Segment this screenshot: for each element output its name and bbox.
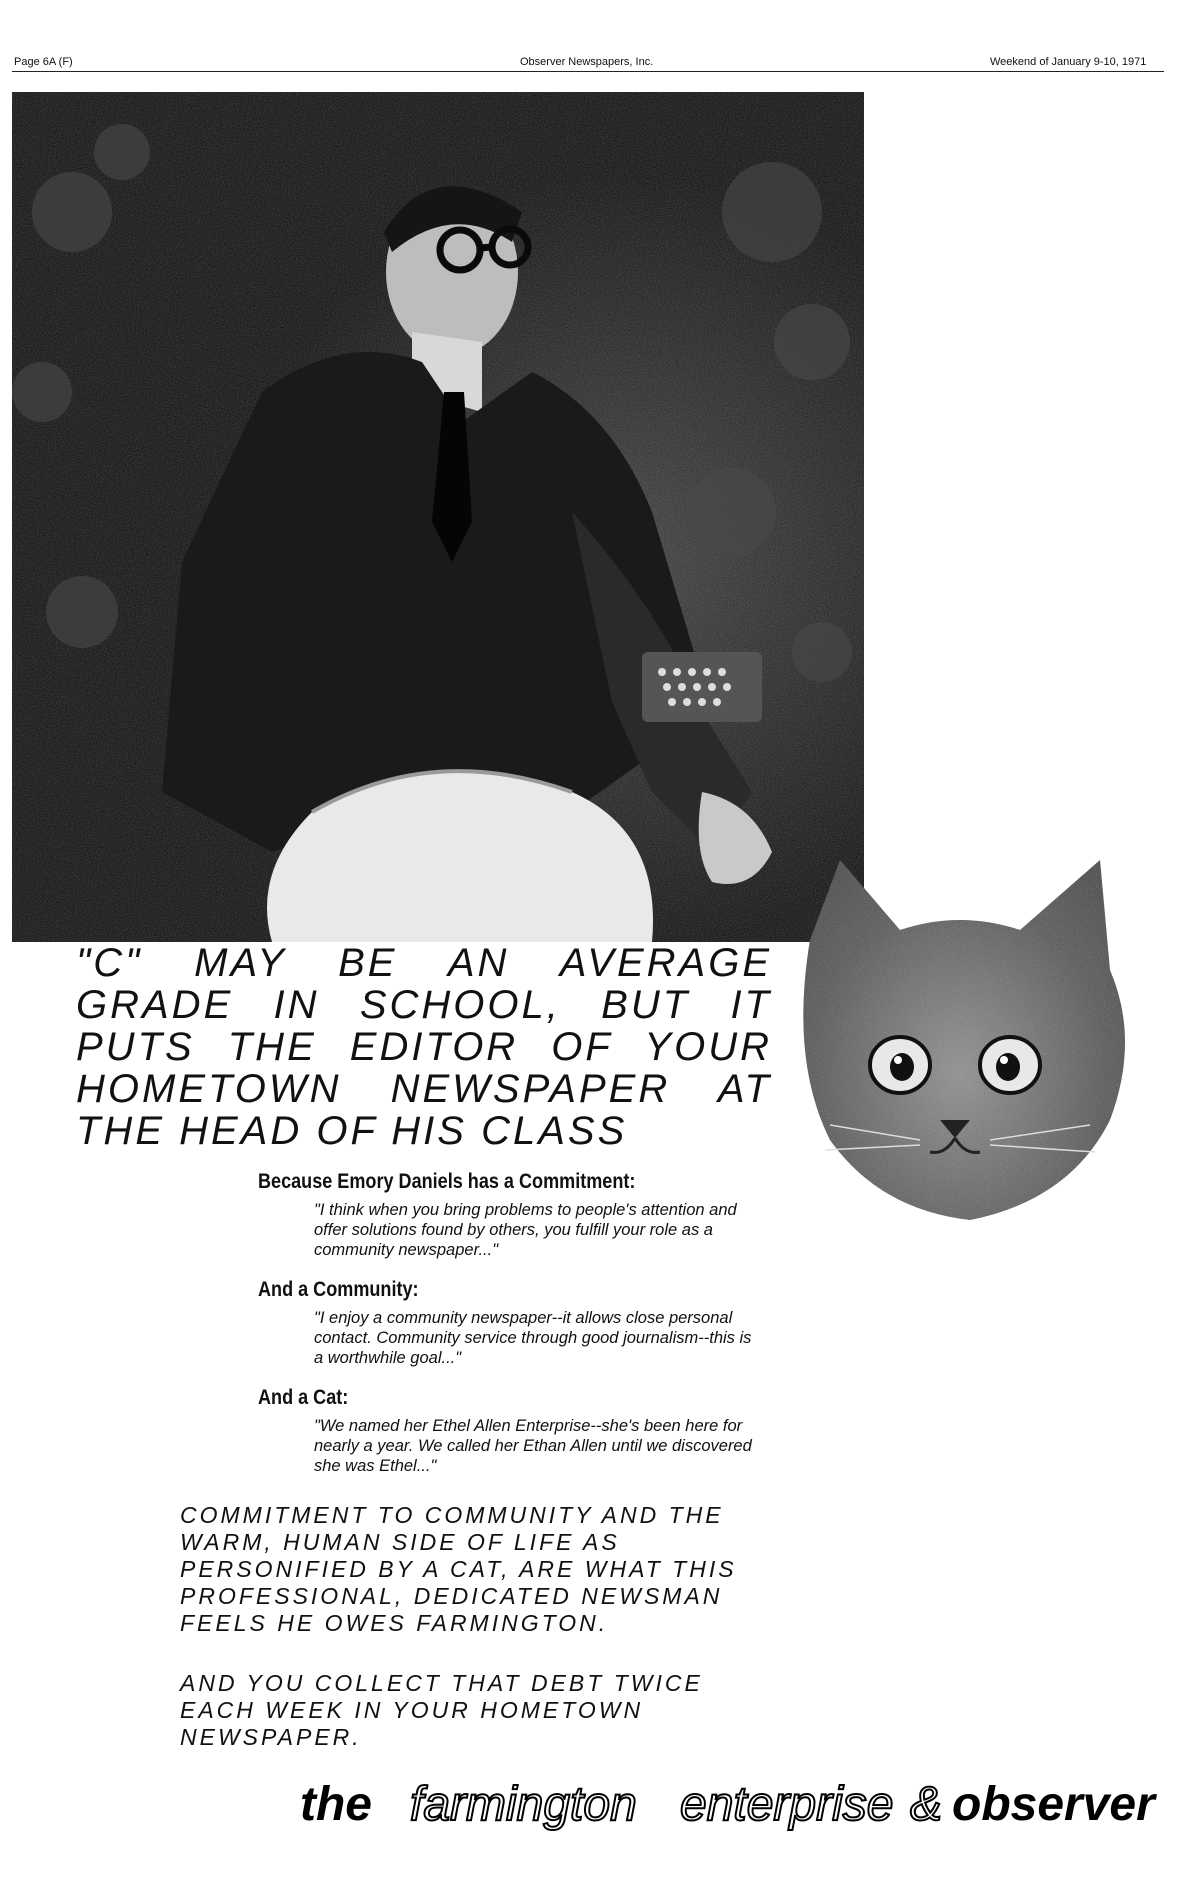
- editor-photo: [12, 92, 864, 942]
- editor-photo-image: [12, 92, 864, 942]
- folio-rule: [12, 71, 1164, 72]
- logo-farmington: farmington: [410, 1778, 637, 1831]
- logo-observer: observer: [952, 1778, 1155, 1831]
- section-label: And a Community:: [258, 1278, 419, 1301]
- logo-enterprise: enterprise: [680, 1778, 894, 1831]
- headline: "C" MAY BE AN AVERAGE GRADE IN SCHOOL, BUT IT PUTS THE EDITOR OF YOUR HOMETOWN NEWSPAPER AT THE HEAD OF HIS CLASS: [76, 941, 772, 1153]
- logo-ampersand: &: [910, 1778, 943, 1831]
- logo-wordmark: [300, 1774, 1160, 1834]
- section-quote: "We named her Ethel Allen Enterprise--she's been here for nearly a year. We called her Ethan Allen until we discovered she was Ethel...": [314, 1417, 752, 1475]
- closing-paragraph-2: AND YOU COLLECT THAT DEBT TWICE EACH WEEK IN YOUR HOMETOWN NEWSPAPER.: [180, 1670, 703, 1750]
- section-label: And a Cat:: [258, 1386, 349, 1409]
- newspaper-logo: [300, 1774, 1160, 1834]
- issue-date: Weekend of January 9-10, 1971: [990, 56, 1147, 68]
- page-folio: [0, 52, 1184, 76]
- kitten-image: [770, 820, 1150, 1280]
- section-quote: "I think when you bring problems to people's attention and offer solutions found by others, you fulfill your role as a community newspaper...": [314, 1201, 737, 1259]
- section-label: Because Emory Daniels has a Commitment:: [258, 1170, 636, 1193]
- page-number: Page 6A (F): [14, 56, 73, 68]
- community-section: [258, 1278, 758, 1368]
- cat-section: [258, 1386, 758, 1476]
- kitten-photo: [770, 820, 1150, 1280]
- section-quote: "I enjoy a community newspaper--it allows close personal contact. Community service through good journalism--this is a worthwhile goal...": [314, 1309, 752, 1367]
- closing-paragraph-1: COMMITMENT TO COMMUNITY AND THE WARM, HUMAN SIDE OF LIFE AS PERSONIFIED BY A CAT, ARE WHAT THIS PROFESSIONAL, DEDICATED NEWSMAN FEELS HE OWES FARMINGTON.: [180, 1502, 737, 1636]
- commitment-section: [258, 1170, 758, 1260]
- publisher-name: Observer Newspapers, Inc.: [520, 56, 654, 68]
- logo-the: the: [300, 1778, 372, 1831]
